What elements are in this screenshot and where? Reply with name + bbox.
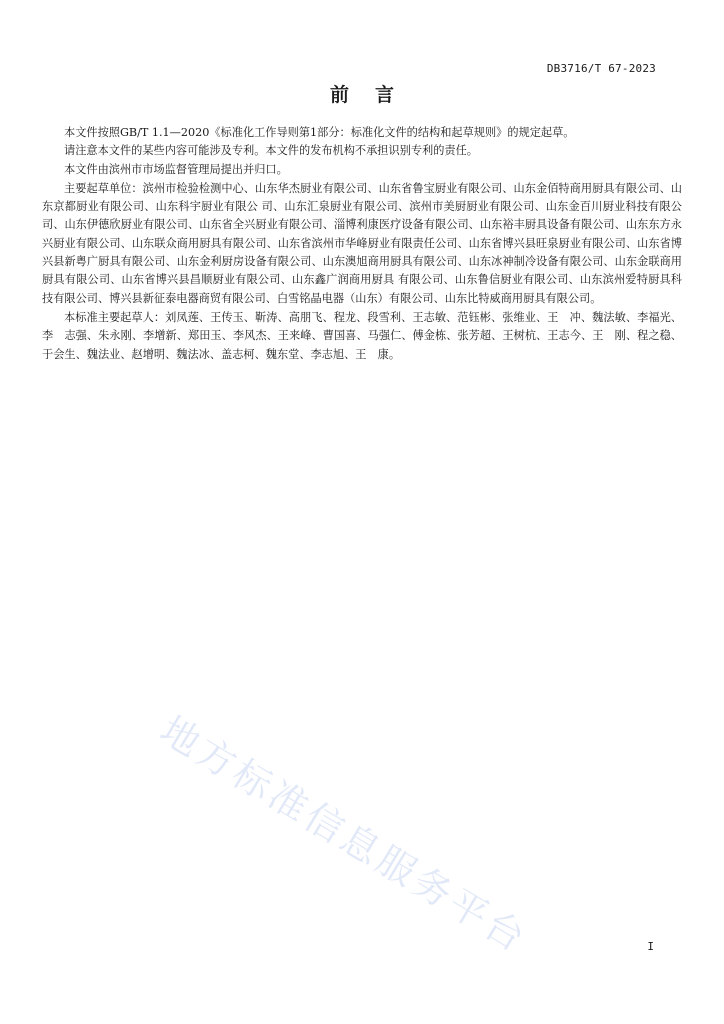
- paragraph-drafting-rules: 本文件按照GB/T 1.1—2020《标准化工作导则第1部分：标准化文件的结构和起草规则》的规定起草。: [64, 126, 575, 139]
- document-code: DB3716/T 67-2023: [546, 62, 656, 75]
- watermark: 地方标准信息服务平台: [152, 707, 536, 962]
- paragraph-drafting-units: 主要起草单位：滨州市检验检测中心、山东华杰厨业有限公司、山东省鲁宝厨业有限公司、山东金佰特商用厨具有限公司、山东京都厨业有限公司、山东科宇厨业有限公 司、山东汇泉厨业有限公司、滨州市美厨厨业有限公司、山东金百川厨业科技有限公司、山东伊德欣厨业有限公司、山东省全兴厨业有限公司、淄博利康医疗设备有限公司、山东裕丰厨具设备有限公司、山东东方永兴厨业有限公司、山东联众商用厨具有限公司、山东省滨州市华峰厨业有限责任公司、山东省博兴县旺泉厨业有限公司、山东省博兴县新粤广厨具有限公司、山东金利厨房设备有限公司、山东澳旭商用厨具有限公司、山东冰神制冷设备有限公司、山东金联商用厨具有限公司、山东省博兴县昌顺厨业有限公司、山东鑫广润商用厨具 有限公司、山东鲁信厨业有限公司、山东滨州爱特厨具科技有限公司、博兴县新征泰电器商贸有限公司、白雪铭晶电器（山东）有限公司、山东比特威商用厨具有限公司。: [42, 181, 682, 305]
- page-title: 前言: [329, 84, 420, 106]
- paragraph-proposer: 本文件由滨州市市场监督管理局提出并归口。: [64, 162, 288, 176]
- document-body: [42, 124, 682, 364]
- page-number: I: [647, 940, 654, 953]
- paragraph-patent-notice: 请注意本文件的某些内容可能涉及专利。本文件的发布机构不承担识别专利的责任。: [64, 144, 478, 158]
- paragraph-drafters: 本标准主要起草人：刘凤莲、王传玉、靳涛、高朋飞、程龙、段雪利、王志敏、范钰彬、张维业、王 冲、魏法敏、李福光、李 志强、朱永刚、李增新、郑田玉、李风杰、王来峰、曹国喜、马强仁、傅金栋、张芳超、王树杭、王志今、王 刚、程之稳、于会生、魏法业、赵增明、魏法冰、盖志柯、魏东堂、李志旭、王 康。: [42, 310, 682, 361]
